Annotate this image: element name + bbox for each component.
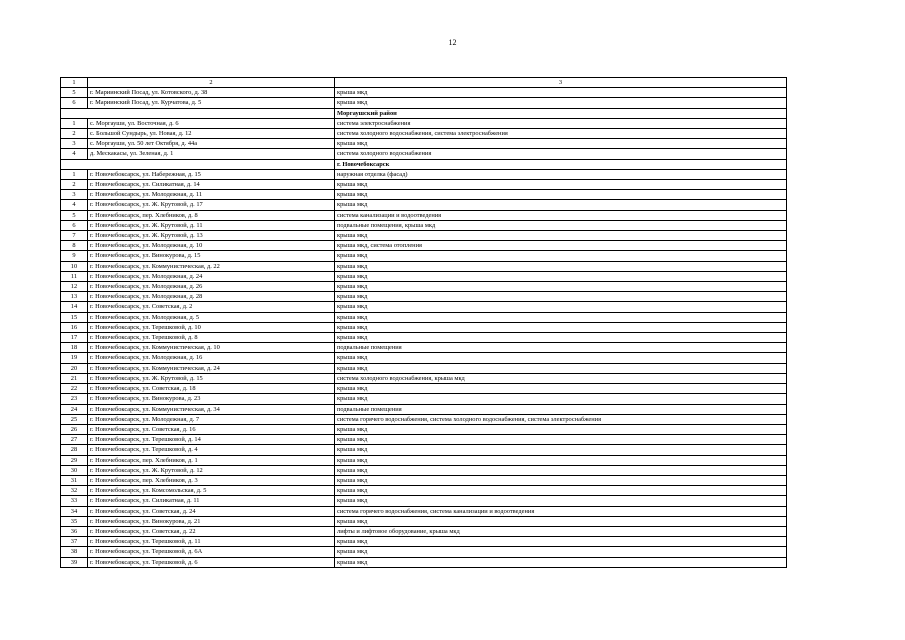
row-address: г. Новочебоксарск, ул. Молодежная, д. 16 [88, 353, 335, 363]
table-row [61, 516, 787, 526]
row-number: 5 [61, 88, 88, 98]
table-row [61, 292, 787, 302]
row-address: г. Новочебоксарск, ул. Винокурова, д. 21 [88, 516, 335, 526]
row-number: 6 [61, 220, 88, 230]
row-number: 4 [61, 149, 88, 159]
row-works: система канализации и водоотведения [335, 210, 787, 220]
row-number: 32 [61, 486, 88, 496]
section-spacer [61, 159, 335, 169]
row-number: 7 [61, 231, 88, 241]
row-number: 27 [61, 435, 88, 445]
table-row [61, 118, 787, 128]
row-number: 3 [61, 139, 88, 149]
row-works: крыша мкд [335, 486, 787, 496]
row-address: г. Новочебоксарск, пер. Хлебников, д. 8 [88, 210, 335, 220]
row-address: г. Новочебоксарск, ул. Комсомольская, д. 5 [88, 486, 335, 496]
row-works: крыша мкд [335, 200, 787, 210]
column-address-header: 2 [88, 78, 335, 88]
table-row [61, 210, 787, 220]
row-number: 9 [61, 251, 88, 261]
row-number: 10 [61, 261, 88, 271]
row-address: г. Новочебоксарск, ул. Ж. Крутовой, д. 15 [88, 373, 335, 383]
table-row [61, 251, 787, 261]
row-address: г. Новочебоксарск, ул. Силикатная, д. 11 [88, 496, 335, 506]
row-number: 6 [61, 98, 88, 108]
row-address: г. Новочебоксарск, ул. Молодежная, д. 7 [88, 414, 335, 424]
row-number: 26 [61, 424, 88, 434]
row-works: крыша мкд [335, 261, 787, 271]
row-works: крыша мкд [335, 190, 787, 200]
table-row [61, 547, 787, 557]
table-row [61, 333, 787, 343]
row-number: 35 [61, 516, 88, 526]
row-address: г. Новочебоксарск, ул. Молодежная, д. 28 [88, 292, 335, 302]
column-number-header: 1 [61, 78, 88, 88]
table-row [61, 486, 787, 496]
row-number: 25 [61, 414, 88, 424]
row-address: г. Новочебоксарск, ул. Винокурова, д. 15 [88, 251, 335, 261]
row-number: 30 [61, 465, 88, 475]
row-works: подвальные помещения [335, 404, 787, 414]
table-row [61, 169, 787, 179]
table-row [61, 343, 787, 353]
row-works: крыша мкд [335, 180, 787, 190]
row-address: г. Новочебоксарск, ул. Коммунистическая, д. 34 [88, 404, 335, 414]
row-number: 34 [61, 506, 88, 516]
row-number: 13 [61, 292, 88, 302]
row-works: крыша мкд [335, 465, 787, 475]
row-address: с. Моргауши, ул. Восточная, д. 6 [88, 118, 335, 128]
row-address: г. Новочебоксарск, ул. Молодежная, д. 10 [88, 241, 335, 251]
row-number: 15 [61, 312, 88, 322]
row-number: 37 [61, 537, 88, 547]
row-works: крыша мкд [335, 231, 787, 241]
row-works: крыша мкд [335, 455, 787, 465]
row-works: крыша мкд [335, 292, 787, 302]
table-header-row [61, 78, 787, 88]
table-row [61, 465, 787, 475]
row-address: г. Новочебоксарск, ул. Советская, д. 16 [88, 424, 335, 434]
row-number: 28 [61, 445, 88, 455]
row-works: крыша мкд [335, 445, 787, 455]
row-works: система горячего водоснабжения, система канализации и водоотведения [335, 506, 787, 516]
row-number: 19 [61, 353, 88, 363]
row-address: г. Новочебоксарск, ул. Силикатная, д. 14 [88, 180, 335, 190]
row-number: 3 [61, 190, 88, 200]
table-row [61, 282, 787, 292]
table-row [61, 302, 787, 312]
row-works: крыша мкд [335, 363, 787, 373]
section-row [61, 108, 787, 118]
table-row [61, 271, 787, 281]
section-row [61, 159, 787, 169]
row-works: крыша мкд [335, 424, 787, 434]
row-works: крыша мкд [335, 516, 787, 526]
row-address: г. Новочебоксарск, ул. Коммунистическая, д. 22 [88, 261, 335, 271]
row-works: лифты и лифтовое оборудование, крыша мкд [335, 526, 787, 536]
table-row [61, 384, 787, 394]
row-number: 29 [61, 455, 88, 465]
table-row [61, 537, 787, 547]
row-number: 17 [61, 333, 88, 343]
table-row [61, 435, 787, 445]
row-works: система холодного водоснабжения, система электроснабжения [335, 129, 787, 139]
row-address: г. Новочебоксарск, ул. Ж. Крутовой, д. 11 [88, 220, 335, 230]
row-works: крыша мкд [335, 271, 787, 281]
table-row [61, 200, 787, 210]
row-address: г. Новочебоксарск, ул. Терешковой, д. 11 [88, 537, 335, 547]
row-address: г. Новочебоксарск, ул. Винокурова, д. 23 [88, 394, 335, 404]
row-address: г. Новочебоксарск, ул. Советская, д. 2 [88, 302, 335, 312]
row-works: крыша мкд [335, 251, 787, 261]
row-works: крыша мкд [335, 139, 787, 149]
row-number: 2 [61, 180, 88, 190]
table-row [61, 373, 787, 383]
section-spacer [61, 108, 335, 118]
row-address: г. Новочебоксарск, ул. Терешковой, д. 8 [88, 333, 335, 343]
row-works: крыша мкд [335, 322, 787, 332]
row-number: 24 [61, 404, 88, 414]
table-row [61, 312, 787, 322]
row-address: г. Новочебоксарск, ул. Набережная, д. 15 [88, 169, 335, 179]
row-address: г. Новочебоксарск, ул. Коммунистическая, д. 10 [88, 343, 335, 353]
row-works: крыша мкд [335, 333, 787, 343]
table-row [61, 455, 787, 465]
row-number: 8 [61, 241, 88, 251]
table-row [61, 261, 787, 271]
row-number: 31 [61, 475, 88, 485]
row-address: с. Большой Сундырь, ул. Новая, д. 12 [88, 129, 335, 139]
table-row [61, 353, 787, 363]
row-works: подвальные помещения, крыша мкд [335, 220, 787, 230]
row-works: крыша мкд [335, 435, 787, 445]
row-address: г. Новочебоксарск, ул. Ж. Крутовой, д. 12 [88, 465, 335, 475]
row-works: система горячего водоснабжения, система холодного водоснабжения, система электроснабжения [335, 414, 787, 424]
row-number: 33 [61, 496, 88, 506]
table-body [61, 78, 787, 568]
table-row [61, 139, 787, 149]
row-address: г. Новочебоксарск, ул. Терешковой, д. 6 [88, 557, 335, 567]
row-works: подвальные помещения [335, 343, 787, 353]
row-address: с. Моргауши, ул. 50 лет Октября, д. 44а [88, 139, 335, 149]
row-works: крыша мкд [335, 88, 787, 98]
section-title: г. Новочебоксарск [335, 159, 787, 169]
table-row [61, 506, 787, 516]
row-number: 21 [61, 373, 88, 383]
table-row [61, 231, 787, 241]
row-works: крыша мкд [335, 353, 787, 363]
table-row [61, 149, 787, 159]
table-row [61, 475, 787, 485]
row-works: крыша мкд [335, 302, 787, 312]
row-number: 39 [61, 557, 88, 567]
table-row [61, 129, 787, 139]
row-number: 23 [61, 394, 88, 404]
row-address: г. Новочебоксарск, ул. Советская, д. 18 [88, 384, 335, 394]
row-address: г. Новочебоксарск, пер. Хлебников, д. 3 [88, 475, 335, 485]
table-row [61, 424, 787, 434]
table-row [61, 414, 787, 424]
row-address: д. Мескакасы, ул. Зеленая, д. 1 [88, 149, 335, 159]
row-address: г. Новочебоксарск, ул. Молодежная, д. 24 [88, 271, 335, 281]
table-row [61, 496, 787, 506]
row-address: г. Новочебоксарск, ул. Ж. Крутовой, д. 13 [88, 231, 335, 241]
row-address: г. Новочебоксарск, пер. Хлебников, д. 1 [88, 455, 335, 465]
table-row [61, 557, 787, 567]
row-number: 38 [61, 547, 88, 557]
row-address: г. Новочебоксарск, ул. Советская, д. 22 [88, 526, 335, 536]
row-number: 1 [61, 118, 88, 128]
table-row [61, 445, 787, 455]
works-register-table [60, 77, 787, 568]
row-works: система электроснабжения [335, 118, 787, 128]
page-number: 12 [448, 38, 457, 47]
row-works: крыша мкд [335, 537, 787, 547]
row-works: система холодного водоснабжения [335, 149, 787, 159]
table-row [61, 526, 787, 536]
row-address: г. Новочебоксарск, ул. Терешковой, д. 10 [88, 322, 335, 332]
row-address: г. Новочебоксарск, ул. Молодежная, д. 26 [88, 282, 335, 292]
row-number: 2 [61, 129, 88, 139]
row-address: г. Новочебоксарск, ул. Ж. Крутовой, д. 17 [88, 200, 335, 210]
row-address: г. Новочебоксарск, ул. Молодежная, д. 11 [88, 190, 335, 200]
row-number: 4 [61, 200, 88, 210]
row-number: 20 [61, 363, 88, 373]
row-works: крыша мкд [335, 394, 787, 404]
table-row [61, 190, 787, 200]
row-works: крыша мкд [335, 98, 787, 108]
table-row [61, 322, 787, 332]
row-address: г. Новочебоксарск, ул. Терешковой, д. 4 [88, 445, 335, 455]
row-number: 16 [61, 322, 88, 332]
row-address: г. Новочебоксарск, ул. Коммунистическая, д. 24 [88, 363, 335, 373]
row-number: 22 [61, 384, 88, 394]
table-row [61, 98, 787, 108]
row-address: г. Новочебоксарск, ул. Советская, д. 24 [88, 506, 335, 516]
row-address: г. Новочебоксарск, ул. Терешковой, д. 14 [88, 435, 335, 445]
row-works: крыша мкд [335, 557, 787, 567]
table-row [61, 180, 787, 190]
table-row [61, 404, 787, 414]
table-row [61, 220, 787, 230]
table-row [61, 363, 787, 373]
row-number: 36 [61, 526, 88, 536]
row-number: 12 [61, 282, 88, 292]
table-row [61, 394, 787, 404]
row-number: 14 [61, 302, 88, 312]
table-row [61, 241, 787, 251]
row-number: 5 [61, 210, 88, 220]
row-address: г. Новочебоксарск, ул. Молодежная, д. 5 [88, 312, 335, 322]
row-number: 11 [61, 271, 88, 281]
column-works-header: 3 [335, 78, 787, 88]
row-address: г. Новочебоксарск, ул. Терешковой, д. 6А [88, 547, 335, 557]
row-number: 1 [61, 169, 88, 179]
row-works: крыша мкд [335, 312, 787, 322]
section-title: Моргаушский район [335, 108, 787, 118]
row-works: крыша мкд [335, 384, 787, 394]
row-works: крыша мкд, система отопления [335, 241, 787, 251]
row-address: г. Мариинский Посад, ул. Котовского, д. 38 [88, 88, 335, 98]
row-works: крыша мкд [335, 496, 787, 506]
row-works: система холодного водоснабжения, крыша мкд [335, 373, 787, 383]
row-works: крыша мкд [335, 475, 787, 485]
row-works: крыша мкд [335, 282, 787, 292]
row-works: крыша мкд [335, 547, 787, 557]
row-works: наружная отделка (фасад) [335, 169, 787, 179]
table-row [61, 88, 787, 98]
row-number: 18 [61, 343, 88, 353]
row-address: г. Мариинский Посад, ул. Курчатова, д. 5 [88, 98, 335, 108]
